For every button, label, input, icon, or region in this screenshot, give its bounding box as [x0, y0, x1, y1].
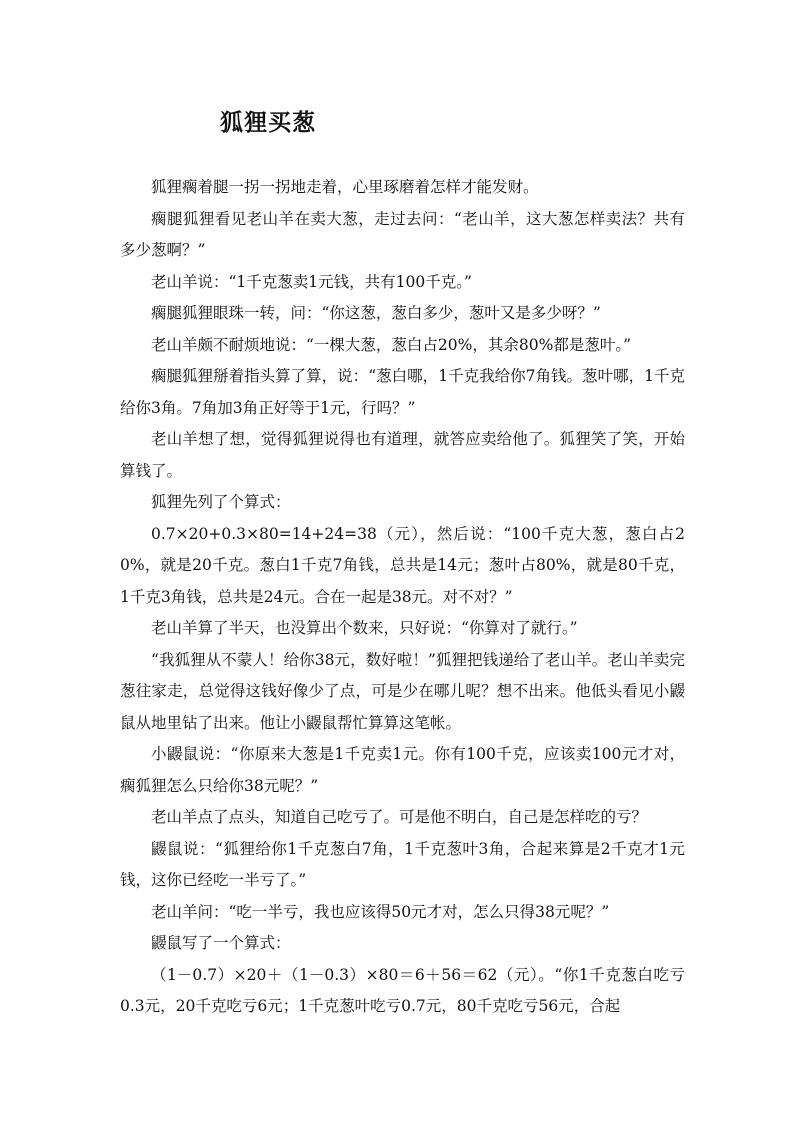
paragraph: 老山羊想了想，觉得狐狸说得也有道理，就答应卖给他了。狐狸笑了笑，开始算钱了。 — [120, 430, 685, 480]
paragraph: 瘸腿狐狸掰着指头算了算，说：“葱白哪，1千克我给你7角钱。葱叶哪，1千克给你3角。7角加3角正好等于1元，行吗？” — [120, 367, 685, 417]
paragraph: 小鼹鼠说：“你原来大葱是1千克卖1元。你有100千克，应该卖100元才对，瘸狐狸怎么只给你38元呢？” — [120, 745, 685, 795]
paragraph: 狐狸先列了个算式： — [151, 493, 291, 511]
paragraph: 老山羊点了点头，知道自己吃亏了。可是他不明白，自己是怎样吃的亏？ — [151, 808, 648, 826]
document-title: 狐狸买葱 — [220, 110, 316, 136]
paragraph: 狐狸瘸着腿一拐一拐地走着，心里琢磨着怎样才能发财。 — [151, 178, 539, 196]
paragraph: 老山羊算了半天，也没算出个数来，只好说：“你算对了就行。” — [151, 619, 578, 637]
document-body — [120, 172, 685, 1023]
paragraph: （1－0.7）×20＋（1－0.3）×80＝6＋56＝62（元）。“你1千克葱白吃亏0.3元，20千克吃亏6元；1千克葱叶吃亏0.7元，80千克吃亏56元，合起 — [120, 965, 685, 1015]
paragraph: 老山羊颇不耐烦地说：“一棵大葱，葱白占20%，其余80%都是葱叶。” — [151, 335, 632, 354]
paragraph: 0.7×20+0.3×80=14+24=38（元），然后说：“100千克大葱，葱白占20%，就是20千克。葱白1千克7角钱，总共是14元；葱叶占80%，就是80千克，1千克3角钱，总共是24元。合在一起是38元。对不对？” — [120, 524, 685, 606]
paragraph: “我狐狸从不蒙人！给你38元，数好啦！”狐狸把钱递给了老山羊。老山羊卖完葱往家走，总觉得这钱好像少了点，可是少在哪儿呢？想不出来。他低头看见小鼹鼠从地里钻了出来。他让小鼹鼠帮忙算算这笔帐。 — [120, 650, 685, 732]
paragraph: 瘸腿狐狸看见老山羊在卖大葱，走过去问：“老山羊，这大葱怎样卖法？共有多少葱啊？” — [120, 209, 685, 259]
paragraph: 鼹鼠说：“狐狸给你1千克葱白7角，1千克葱叶3角，合起来算是2千克才1元钱，这你已经吃一半亏了。” — [120, 839, 685, 889]
paragraph: 瘸腿狐狸眼珠一转，问：“你这葱，葱白多少，葱叶又是多少呀？” — [151, 304, 601, 322]
paragraph: 鼹鼠写了一个算式： — [151, 934, 291, 952]
paragraph: 老山羊说：“1千克葱卖1元钱，共有100千克。” — [151, 272, 472, 291]
paragraph: 老山羊问：“吃一半亏，我也应该得50元才对，怎么只得38元呢？” — [151, 902, 610, 921]
